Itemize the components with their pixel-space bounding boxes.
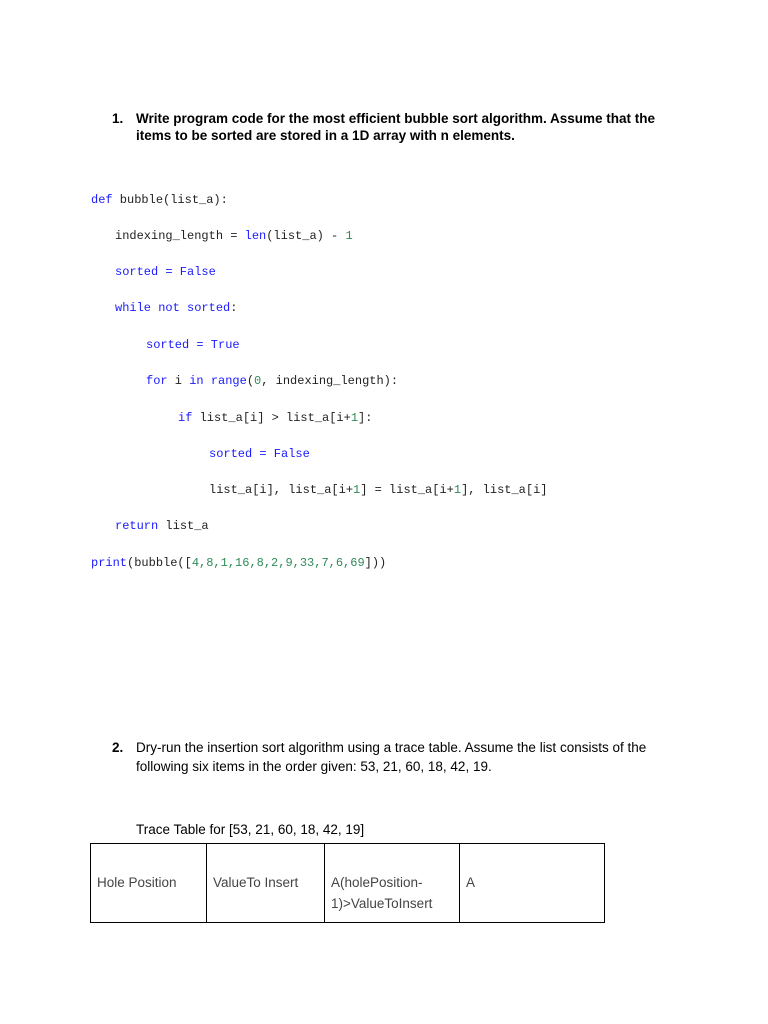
code-line-11 — [91, 556, 386, 570]
code-text: not sorted — [151, 301, 231, 315]
trace-table-caption: Trace Table for [53, 21, 60, 18, 42, 19] — [136, 822, 365, 837]
code-text: list_a — [158, 519, 209, 533]
code-line-6 — [146, 374, 398, 388]
keyword-in: in — [189, 374, 204, 388]
code-text: indexing_length = — [115, 229, 245, 243]
number-list: 4,8,1,16,8,2,9,33,7,6,69 — [191, 556, 365, 570]
header-comparison: A(holePosition-1)>ValueToInsert — [325, 844, 460, 923]
header-a: A — [460, 844, 605, 923]
code-line-7 — [178, 411, 372, 425]
code-line-5: sorted = True — [146, 338, 240, 352]
code-line-9 — [209, 483, 547, 497]
keyword-return: return — [115, 519, 159, 533]
code-text: list_a[i], list_a[i+ — [209, 483, 354, 497]
code-line-1 — [91, 193, 228, 207]
builtin-print: print — [91, 556, 128, 570]
code-line-2 — [115, 229, 353, 243]
code-line-8: sorted = False — [209, 447, 310, 461]
code-text: (bubble([ — [127, 556, 192, 570]
code-line-4 — [115, 301, 237, 315]
header-hole-position: Hole Position — [91, 844, 207, 923]
code-text: (list_a) - — [266, 229, 346, 243]
number-literal: 1 — [350, 411, 359, 425]
trace-table — [90, 843, 605, 923]
number-literal: 1 — [453, 483, 462, 497]
code-text: ])) — [364, 556, 387, 570]
number-literal: 1 — [353, 483, 361, 497]
code-text: ]: — [358, 411, 373, 425]
question-1-text: Write program code for the most efficient bubble sort algorithm. Assume that the items to be sorted are stored in a 1D array with n elements. — [136, 111, 656, 143]
code-text: ], list_a[i] — [461, 483, 548, 497]
builtin-range: range — [203, 374, 247, 388]
code-text: , indexing_length): — [261, 374, 399, 388]
code-line-10 — [115, 519, 209, 533]
code-text: ( — [246, 374, 255, 388]
code-text: : — [230, 301, 238, 315]
keyword-def: def — [91, 193, 113, 207]
code-text: i — [167, 374, 190, 388]
header-value-to-insert: ValueTo Insert — [207, 844, 325, 923]
code-text: bubble(list_a): — [112, 193, 228, 207]
code-text: ] = list_a[i+ — [360, 483, 454, 497]
table-header-row — [91, 844, 605, 923]
number-literal: 1 — [345, 229, 353, 243]
keyword-if: if — [178, 411, 193, 425]
question-1-number: 1. — [112, 111, 124, 126]
builtin-len: len — [244, 229, 267, 243]
number-literal: 0 — [254, 374, 262, 388]
code-line-3: sorted = False — [115, 265, 216, 279]
question-2-number: 2. — [112, 740, 124, 755]
question-2 — [112, 738, 682, 776]
question-2-text: Dry-run the insertion sort algorithm using a trace table. Assume the list consists of the following six items in the order given: 53, 21, 60, 18, 42, 19. — [136, 740, 647, 774]
keyword-while: while — [115, 301, 152, 315]
code-text: list_a[i] > list_a[i+ — [192, 411, 351, 425]
keyword-for: for — [146, 374, 168, 388]
